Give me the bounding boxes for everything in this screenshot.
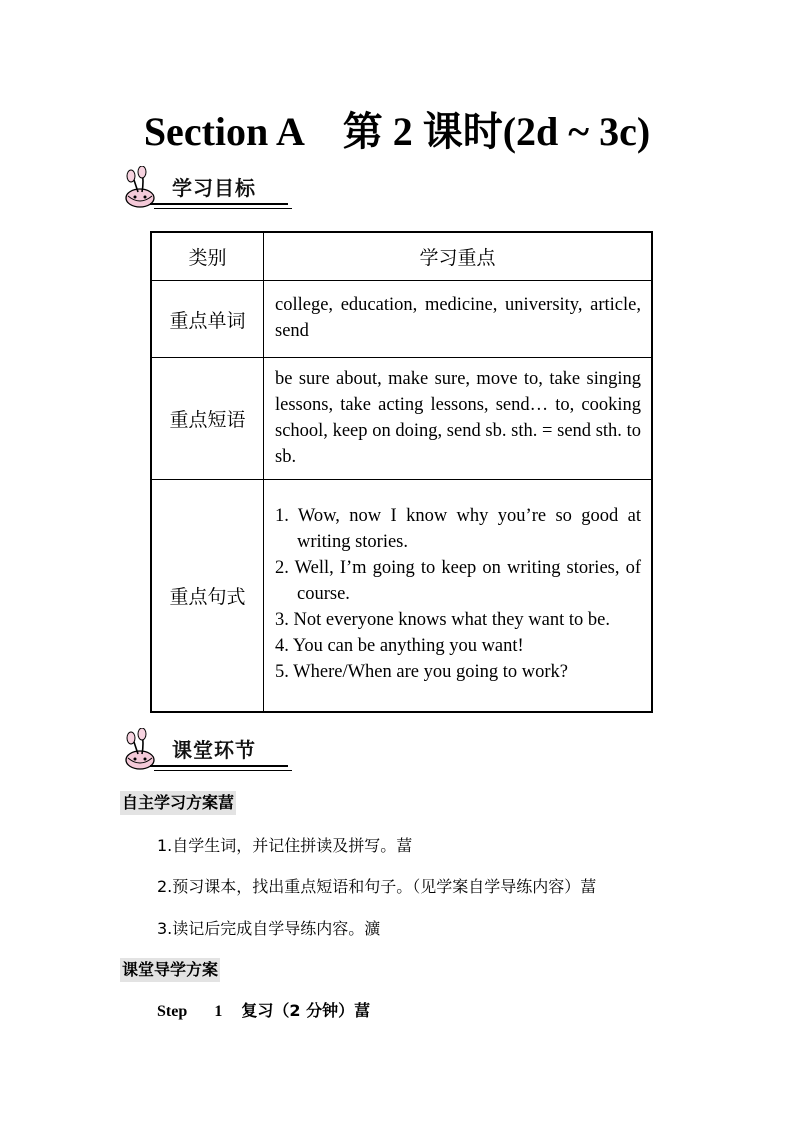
category-cell: 重点单词: [151, 281, 264, 358]
self-study-line: 1.自学生词，并记住拼读及拼写。葍: [157, 836, 413, 855]
category-cell: 重点短语: [151, 358, 264, 480]
content-cell: [264, 480, 653, 712]
sentence-item: 5. Where/When are you going to work?: [275, 662, 568, 683]
table-header-focus: 学习重点: [264, 232, 653, 281]
sentence-item: 1. Wow, now I know why you’re so good at writing stories.: [275, 506, 641, 553]
mascot-icon: [118, 166, 164, 212]
guided-study-heading: 课堂导学方案: [120, 958, 220, 982]
page-title: Section A 第 2 课时(2d ~ 3c): [143, 109, 651, 154]
step-number: 1: [214, 1003, 223, 1020]
goals-section-header: [118, 166, 298, 216]
sentence-item: 3. Not everyone knows what they want to be.: [275, 610, 610, 631]
goals-section-title: 学习目标: [172, 176, 256, 200]
divider: [154, 208, 292, 209]
step-text: 复习（2 分钟）葍: [241, 1001, 371, 1020]
divider: [150, 765, 288, 767]
divider: [154, 770, 292, 771]
table-header-row: [151, 232, 652, 281]
study-goals-table: [150, 231, 653, 713]
content-cell: college, education, medicine, university, article, send: [264, 281, 653, 358]
table-header-category: 类别: [151, 232, 264, 281]
content-cell: be sure about, make sure, move to, take singing lessons, take acting lessons, send… to, cooking school, keep on doing, send sb. sth. = send sth. to sb.: [264, 358, 653, 480]
self-study-line: 3.读记后完成自学导练内容。瀇: [157, 919, 381, 938]
self-study-line: 2.预习课本，找出重点短语和句子。（见学案自学导练内容）葍: [157, 877, 597, 896]
sentence-item: 4. You can be anything you want!: [275, 636, 524, 657]
self-study-heading: 自主学习方案葍: [120, 791, 236, 815]
mascot-icon: [118, 728, 164, 774]
table-row: [151, 281, 652, 358]
class-section-header: [118, 728, 298, 778]
divider: [150, 203, 288, 205]
sentence-item: 2. Well, I’m going to keep on writing stories, of course.: [275, 558, 641, 605]
category-cell: 重点句式: [151, 480, 264, 712]
step-word: Step: [157, 1003, 188, 1020]
table-row: [151, 358, 652, 480]
step-line: [157, 1000, 370, 1023]
table-row: [151, 480, 652, 712]
class-section-title: 课堂环节: [172, 738, 256, 762]
